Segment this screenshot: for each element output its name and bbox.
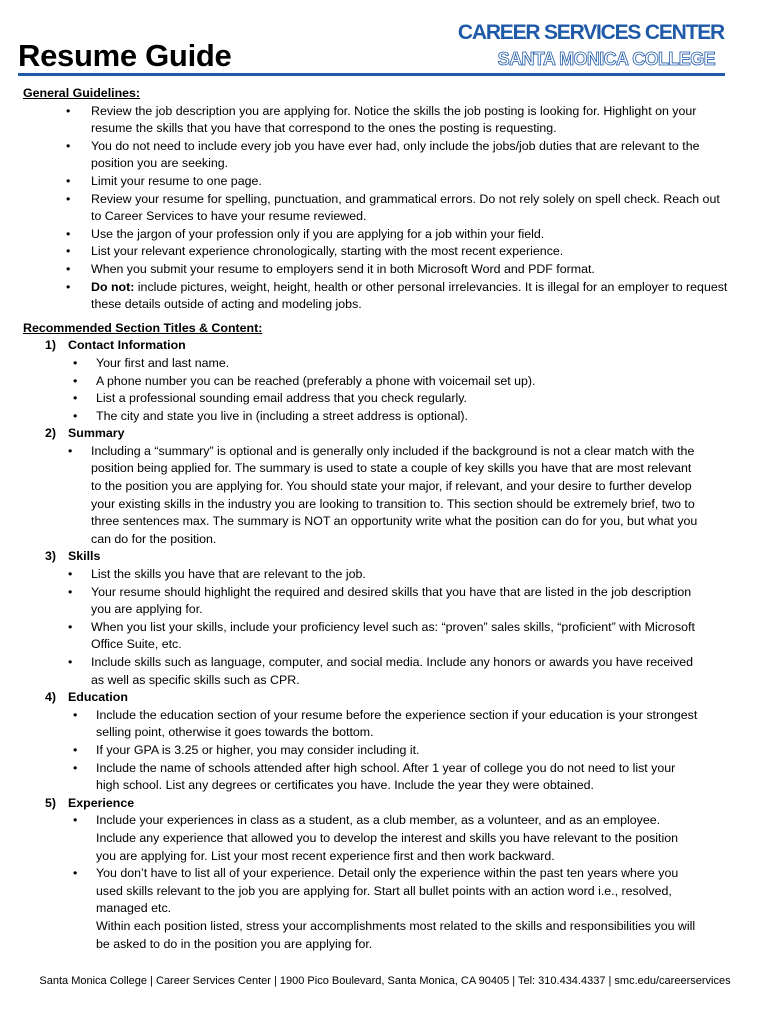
bullet-icon: • (68, 567, 73, 582)
bullet-icon: • (66, 191, 71, 206)
section-bullets (0, 812, 770, 918)
bullet-icon: • (68, 619, 73, 634)
section-number: 5) (45, 795, 57, 810)
list-item: • Your first and last name. (0, 355, 770, 373)
bullet-icon: • (73, 760, 78, 775)
section-experience (0, 795, 770, 953)
bullet-icon: • (73, 373, 78, 388)
brand-logo-line1: CAREER SERVICES CENTER (457, 21, 724, 44)
section-bullets (0, 707, 770, 795)
bullet-icon: • (73, 742, 78, 757)
section-number: 4) (45, 690, 57, 705)
list-item: • When you list your skills, include your proficiency level such as: “proven” sales skills, “proficient” with Microsoft Office Suite, etc. (68, 619, 695, 652)
recommended-sections-heading: Recommended Section Titles & Content: (23, 320, 263, 335)
section-number: 2) (45, 426, 57, 441)
list-item: • List a professional sounding email address that you check regularly. (0, 390, 770, 408)
section-title: 3) Skills (0, 548, 770, 566)
section-number: 3) (45, 549, 57, 564)
list-item: • Include skills such as language, computer, and social media. Include any honors or awards you have received as well as specific skills such as CPR. (68, 655, 693, 687)
recommended-sections-list (0, 337, 770, 953)
list-item-do-not: • Do not: include pictures, weight, height, health or other personal irrelevancies. It is illegal for an employer to request these details outside of acting and modeling jobs. (66, 279, 728, 312)
page-footer: Santa Monica College | Career Services Center | 1900 Pico Boulevard, Santa Monica, CA 90405 | Tel: 310.434.4337 | smc.edu/careerservices (39, 975, 731, 987)
document-body (0, 85, 770, 953)
section-number: 1) (45, 338, 57, 353)
section-contact-information (0, 337, 770, 425)
bullet-icon: • (68, 584, 73, 599)
list-item: • Use the jargon of your profession only if you are applying for a job within your field. (0, 226, 770, 244)
bullet-icon: • (73, 355, 78, 370)
list-item: • Including a “summary” is optional and is generally only included if the background is not a clear match with the position being applied for. The summary is used to state a couple of key skills you have that are most relevant to the position you are applying for. You should state your major, if relevant, and your desire to further develop your existing skills in the industry you are looking to transition to. This section should be extremely brief, two to three sentences max. The summary is NOT an opportunity write what the position can do for you, but what you can do for the position. (68, 443, 698, 546)
do-not-label: Do not: (91, 279, 135, 294)
section-bullets (0, 443, 770, 549)
section-skills (0, 548, 770, 689)
section-education (0, 689, 770, 795)
list-item: • When you submit your resume to employers send it in both Microsoft Word and PDF format. (0, 261, 770, 279)
list-item: • Your resume should highlight the required and desired skills that you have that are listed in the job description you are applying for. (68, 584, 692, 617)
title-rule (18, 73, 725, 76)
page-header (0, 0, 770, 84)
bullet-icon: • (66, 173, 71, 188)
list-item: • Review your resume for spelling, punctuation, and grammatical errors. Do not rely solely on spell check. Reach out to Career Services to have your resume reviewed. (66, 191, 720, 224)
list-item: • Include your experiences in class as a student, as a club member, as a volunteer, and as an employee. Include any experience that allowed you to develop the interest and skills you have relevant to the position you are applying for. List your most recent experience first and then work backward. (73, 813, 679, 863)
bullet-icon: • (73, 408, 78, 423)
list-item: • A phone number you can be reached (preferably a phone with voicemail set up). (0, 373, 770, 391)
section-bullets (0, 566, 770, 689)
bullet-icon: • (66, 279, 71, 294)
section-bullets (0, 355, 770, 425)
bullet-icon: • (68, 655, 73, 669)
list-item: • You do not need to include every job you have ever had, only include the jobs/job duties that are relevant to the position you are seeking. (66, 138, 700, 171)
list-item: • List your relevant experience chronologically, starting with the most recent experience. (0, 243, 770, 261)
section-title: 5) Experience (0, 795, 770, 813)
section-title: 4) Education (0, 689, 770, 707)
bullet-icon: • (66, 244, 71, 259)
general-guidelines-heading: General Guidelines: (23, 86, 141, 100)
general-guidelines-list (0, 103, 770, 314)
list-item: • Limit your resume to one page. (0, 173, 770, 191)
section-title: 2) Summary (0, 425, 770, 443)
bullet-icon: • (73, 707, 78, 722)
bullet-icon: • (73, 866, 78, 881)
bullet-icon: • (66, 138, 71, 153)
brand-logo-line2: SANTA MONICA COLLEGE (497, 49, 715, 69)
list-item: • Include the education section of your resume before the experience section if your education is your strongest selling point, otherwise it goes towards the bottom. (73, 707, 698, 740)
list-item: • List the skills you have that are relevant to the job. (0, 566, 770, 584)
list-item: • Review the job description you are applying for. Notice the skills the job posting is looking for. Highlight on your resume the skills that you have that correspond to the ones the posting is requesting. (66, 103, 697, 136)
list-item: • If your GPA is 3.25 or higher, you may consider including it. (0, 742, 770, 760)
section-title: 1) Contact Information (0, 337, 770, 355)
section-summary (0, 425, 770, 548)
list-item: • You don’t have to list all of your experience. Detail only the experience within the past ten years where you used skills relevant to the job you are applying for. Start all bullet points with an action word i.e., resolved, managed etc. (73, 866, 679, 916)
list-item: • Include the name of schools attended after high school. After 1 year of college you do not need to list your high school. List any degrees or certificates you have. Include the year they were obtained. (73, 760, 676, 793)
bullet-icon: • (73, 391, 78, 406)
bullet-icon: • (68, 443, 73, 458)
page-title: Resume Guide (18, 38, 232, 73)
bullet-icon: • (66, 103, 71, 118)
bullet-icon: • (66, 226, 71, 241)
experience-note: Within each position listed, stress your accomplishments most related to the skills and responsibilities you will be asked to do in the position you are applying for. (96, 918, 696, 951)
bullet-icon: • (73, 813, 78, 828)
list-item: • The city and state you live in (including a street address is optional). (0, 408, 770, 426)
bullet-icon: • (66, 261, 71, 276)
